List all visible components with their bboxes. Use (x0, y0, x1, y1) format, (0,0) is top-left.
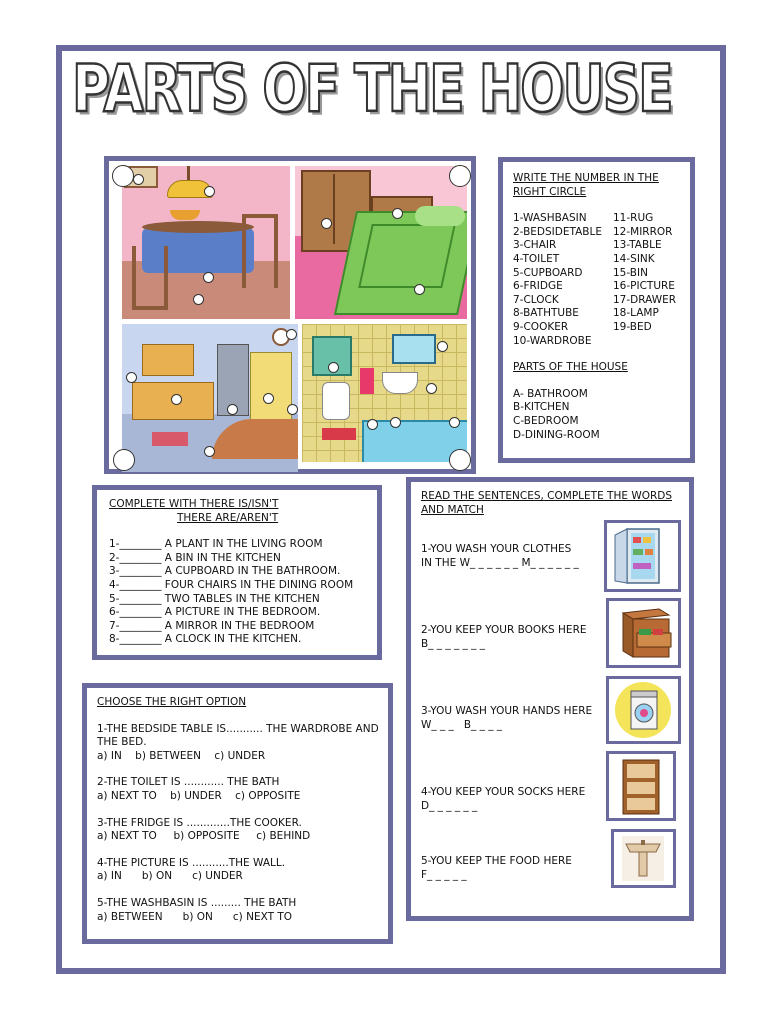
complete-line: 4-________ FOUR CHAIRS IN THE DINING ROOM (109, 578, 354, 591)
vocabulary-item: 6-FRIDGE (513, 280, 563, 293)
question-options: a) IN b) BETWEEN c) UNDER (97, 749, 266, 762)
vocabulary-item: 16-PICTURE (613, 280, 675, 293)
answer-circle[interactable] (227, 404, 238, 415)
answer-circle[interactable] (287, 404, 298, 415)
question-options: a) BETWEEN b) ON c) NEXT TO (97, 910, 293, 923)
vocabulary-list (513, 212, 690, 348)
question-text: 4-THE PICTURE IS ...........THE WALL. (97, 856, 286, 869)
vocabulary-item: 4-TOILET (513, 252, 560, 265)
answer-circle[interactable] (367, 419, 378, 430)
washbasin-icon (614, 832, 673, 885)
fridge-icon (607, 523, 678, 589)
question-text: 2-THE TOILET IS ............ THE BATH (97, 776, 280, 789)
sentence-text: 3-YOU WASH YOUR HANDS HERE (421, 705, 593, 717)
vocabulary-item: 17-DRAWER (613, 293, 677, 306)
choose-option-box (82, 683, 393, 944)
choose-heading: CHOOSE THE RIGHT OPTION (97, 696, 247, 708)
complete-line: 8-________ A CLOCK IN THE KITCHEN. (109, 633, 302, 646)
complete-box (92, 485, 382, 660)
answer-circle[interactable] (392, 208, 403, 219)
answer-circle[interactable] (328, 362, 339, 373)
complete-line: 1-________ A PLANT IN THE LIVING ROOM (109, 538, 323, 551)
write-number-heading-2: RIGHT CIRCLE (513, 185, 587, 198)
vocabulary-item: 3-CHAIR (513, 239, 557, 252)
vocabulary-item: 12-MIRROR (613, 225, 673, 238)
answer-circle[interactable] (171, 394, 182, 405)
sentence-blank: B_ _ _ _ _ _ _ (421, 637, 485, 650)
drawer-icon (609, 601, 678, 665)
vocabulary-item: 10-WARDROBE (513, 334, 592, 347)
question-text: 3-THE FRIDGE IS .............THE COOKER. (97, 816, 302, 829)
sentence-blank: W_ _ _ B_ _ _ _ (421, 718, 503, 731)
washing-machine-icon (609, 679, 678, 741)
vocabulary-row (513, 212, 690, 226)
parts-heading: PARTS OF THE HOUSE (513, 361, 628, 374)
question-options: a) NEXT TO b) UNDER c) OPPOSITE (97, 789, 301, 802)
part-item: C-BEDROOM (513, 414, 579, 427)
answer-circle[interactable] (133, 174, 144, 185)
bookcase-icon (609, 754, 673, 818)
room-letter-circle[interactable] (112, 165, 134, 187)
vocabulary-row (513, 253, 690, 267)
drawer-image-box[interactable] (606, 598, 681, 668)
answer-circle[interactable] (426, 383, 437, 394)
vocabulary-item: 15-BIN (613, 266, 648, 279)
room-letter-circle[interactable] (449, 165, 471, 187)
sentence-text: 5-YOU KEEP THE FOOD HERE (421, 855, 572, 867)
vocabulary-item: 5-CUPBOARD (513, 266, 583, 279)
complete-line: 6-________ A PICTURE IN THE BEDROOM. (109, 606, 321, 619)
answer-circle[interactable] (286, 329, 297, 340)
sentence-blank: F_ _ _ _ _ (421, 868, 467, 881)
answer-circle[interactable] (437, 341, 448, 352)
question-options: a) IN b) ON c) UNDER (97, 870, 243, 883)
vocabulary-item: 13-TABLE (613, 239, 662, 252)
bookcase-image-box[interactable] (606, 751, 676, 821)
question-options: a) NEXT TO b) OPPOSITE c) BEHIND (97, 830, 311, 843)
answer-circle[interactable] (204, 446, 215, 457)
part-item: A- BATHROOM (513, 387, 588, 400)
vocabulary-row (513, 267, 690, 281)
vocabulary-item: 1-WASHBASIN (513, 212, 587, 225)
washbasin-image-box[interactable] (611, 829, 676, 888)
question-text: 5-THE WASHBASIN IS ......... THE BATH (97, 896, 297, 909)
washing-machine-image-box[interactable] (606, 676, 681, 744)
vocabulary-item: 19-BED (613, 320, 652, 333)
part-item: B-KITCHEN (513, 401, 570, 414)
answer-circle[interactable] (203, 272, 214, 283)
bedroom-image (295, 166, 467, 319)
vocabulary-row (513, 280, 690, 294)
room-letter-circle[interactable] (113, 449, 135, 471)
sentence-text: 4-YOU KEEP YOUR SOCKS HERE (421, 786, 586, 798)
answer-circle[interactable] (449, 417, 460, 428)
answer-circle[interactable] (193, 294, 204, 305)
vocabulary-row (513, 321, 690, 335)
fridge-image-box[interactable] (604, 520, 681, 592)
complete-line: 7-________ A MIRROR IN THE BEDROOM (109, 619, 315, 632)
complete-line: 5-________ TWO TABLES IN THE KITCHEN (109, 592, 320, 605)
vocabulary-item: 7-CLOCK (513, 293, 559, 306)
vocabulary-item: 8-BATHTUBE (513, 307, 579, 320)
sentence-text: 2-YOU KEEP YOUR BOOKS HERE (421, 624, 587, 636)
vocabulary-row (513, 307, 690, 321)
write-number-heading: WRITE THE NUMBER IN THE (513, 172, 659, 184)
complete-heading-2: THERE ARE/AREN'T (177, 511, 279, 524)
sentence-text: 1-YOU WASH YOUR CLOTHES (421, 543, 572, 555)
answer-circle[interactable] (263, 393, 274, 404)
question-text: 1-THE BEDSIDE TABLE IS........... THE WARDROBE AND (97, 722, 379, 735)
read-heading: READ THE SENTENCES, COMPLETE THE WORDS (421, 490, 673, 502)
sentence-blank: D_ _ _ _ _ _ (421, 799, 478, 812)
write-number-box (498, 157, 695, 463)
question-text: THE BED. (97, 736, 147, 749)
house-rooms-picture (104, 156, 476, 474)
room-letter-circle[interactable] (449, 449, 471, 471)
vocabulary-item: 2-BEDSIDETABLE (513, 225, 602, 238)
vocabulary-item: 9-COOKER (513, 320, 569, 333)
answer-circle[interactable] (126, 372, 137, 383)
part-item: D-DINING-ROOM (513, 428, 600, 441)
vocabulary-row (513, 294, 690, 308)
complete-heading: COMPLETE WITH THERE IS/ISN'T (109, 498, 279, 510)
vocabulary-item: 18-LAMP (613, 307, 659, 320)
vocabulary-item: 11-RUG (613, 212, 654, 225)
sentence-blank: IN THE W_ _ _ _ _ _ M_ _ _ _ _ _ (421, 556, 579, 569)
answer-circle[interactable] (414, 284, 425, 295)
answer-circle[interactable] (204, 186, 215, 197)
answer-circle[interactable] (390, 417, 401, 428)
complete-line: 3-________ A CUPBOARD IN THE BATHROOM. (109, 565, 341, 578)
vocabulary-item: 14-SINK (613, 252, 655, 265)
vocabulary-row (513, 335, 690, 349)
answer-circle[interactable] (321, 218, 332, 229)
vocabulary-row (513, 226, 690, 240)
vocabulary-row (513, 239, 690, 253)
complete-line: 2-________ A BIN IN THE KITCHEN (109, 551, 281, 564)
page-title: PARTS OF THE HOUSE (72, 52, 672, 127)
read-heading-2: AND MATCH (421, 503, 484, 516)
